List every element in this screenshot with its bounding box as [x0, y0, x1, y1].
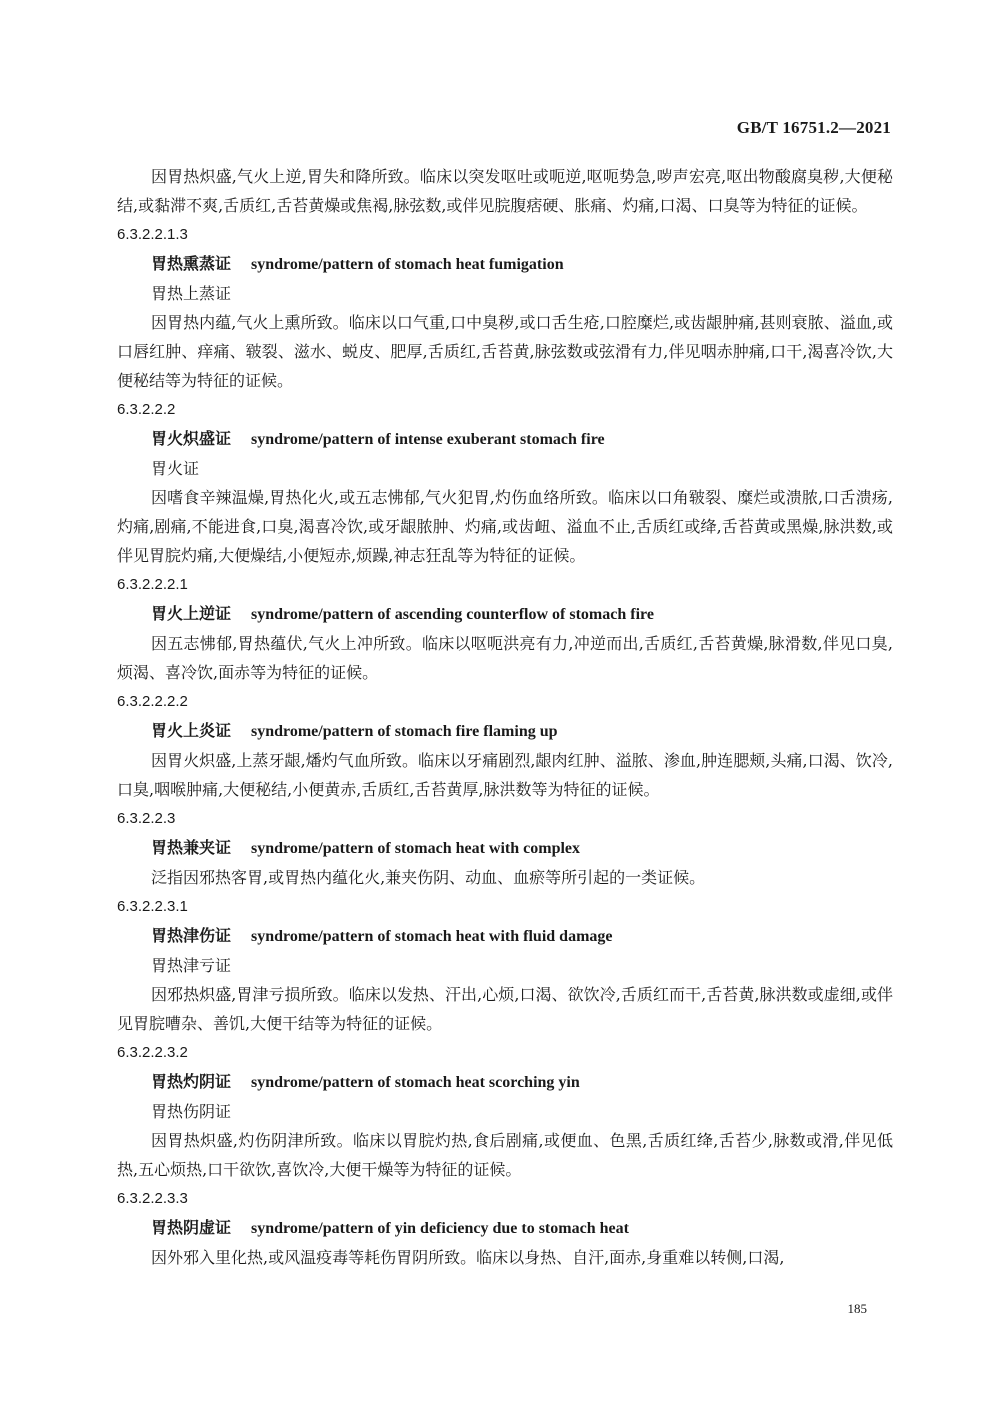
section-number: 6.3.2.2.2.2	[117, 693, 188, 710]
section-number: 6.3.2.2.3	[117, 810, 176, 827]
term-heading	[117, 249, 893, 279]
term-heading	[117, 599, 893, 629]
term-heading	[117, 716, 893, 746]
body-paragraph: 因胃热内蕴,气火上熏所致。临床以口气重,口中臭秽,或口舌生疮,口腔糜烂,或齿龈肿痛,甚则衰脓、溢血,或口唇红肿、痒痛、皲裂、滋水、蜕皮、肥厚,舌质红,舌苔黄,脉弦数或弦滑有力,伴见咽赤肿痛,口干,渴喜冷饮,大便秘结等为特征的证候。	[117, 313, 893, 390]
term-heading	[117, 1067, 893, 1097]
body-paragraph: 因邪热炽盛,胃津亏损所致。临床以发热、汗出,心烦,口渴、欲饮冷,舌质红而干,舌苔黄,脉洪数或虚细,或伴见胃脘嘈杂、善饥,大便干结等为特征的证候。	[117, 985, 893, 1033]
body-paragraph: 泛指因邪热客胃,或胃热内蕴化火,兼夹伤阴、动血、血瘀等所引起的一类证候。	[151, 868, 706, 887]
term-chinese: 胃热熏蒸证	[151, 254, 232, 273]
term-chinese: 胃火上炎证	[151, 721, 232, 740]
term-heading	[117, 424, 893, 454]
term-chinese: 胃火炽盛证	[151, 429, 232, 448]
term-english: syndrome/pattern of stomach fire flaming up	[251, 723, 558, 740]
synonym-term: 胃热津亏证	[151, 956, 232, 975]
section-number: 6.3.2.2.2	[117, 401, 176, 418]
term-chinese: 胃热灼阴证	[151, 1072, 232, 1091]
body-paragraph: 因五志怫郁,胃热蕴伏,气火上冲所致。临床以呕呃洪亮有力,冲逆而出,舌质红,舌苔黄燥,脉滑数,伴见口臭,烦渴、喜冷饮,面赤等为特征的证候。	[117, 634, 893, 682]
page-number: 185	[847, 1301, 867, 1316]
term-chinese: 胃热兼夹证	[151, 838, 232, 857]
term-english: syndrome/pattern of ascending counterflow of stomach fire	[251, 606, 654, 623]
term-chinese: 胃热阴虚证	[151, 1218, 232, 1237]
body-paragraph: 因胃热炽盛,气火上逆,胃失和降所致。临床以突发呕吐或呃逆,呕呃势急,哕声宏亮,呕出物酸腐臭秽,大便秘结,或黏滞不爽,舌质红,舌苔黄燥或焦褐,脉弦数,或伴见脘腹痞硬、胀痛、灼痛,口渴、口臭等为特征的证候。	[117, 167, 893, 215]
synonym-term: 胃热上蒸证	[151, 284, 232, 303]
body-paragraph: 因嗜食辛辣温燥,胃热化火,或五志怫郁,气火犯胃,灼伤血络所致。临床以口角皲裂、糜烂或溃脓,口舌溃疡,灼痛,剧痛,不能进食,口臭,渴喜冷饮,或牙龈脓肿、灼痛,或齿衄、溢血不止,舌质红或绛,舌苔黄或黑燥,脉洪数,或伴见胃脘灼痛,大便燥结,小便短赤,烦躁,神志狂乱等为特征的证候。	[117, 488, 893, 565]
section-number: 6.3.2.2.3.3	[117, 1190, 188, 1207]
section-number: 6.3.2.2.3.2	[117, 1044, 188, 1061]
body-paragraph: 因外邪入里化热,或风温疫毒等耗伤胃阴所致。临床以身热、自汗,面赤,身重难以转侧,口渴,	[151, 1248, 785, 1267]
section-number: 6.3.2.2.2.1	[117, 576, 188, 593]
synonym-term: 胃热伤阴证	[151, 1102, 232, 1121]
term-chinese: 胃热津伤证	[151, 926, 232, 945]
body-paragraph: 因胃热炽盛,灼伤阴津所致。临床以胃脘灼热,食后剧痛,或便血、色黑,舌质红绛,舌苔少,脉数或滑,伴见低热,五心烦热,口干欲饮,喜饮冷,大便干燥等为特征的证候。	[117, 1131, 893, 1179]
term-english: syndrome/pattern of stomach heat fumigation	[251, 256, 564, 273]
term-heading	[117, 921, 893, 951]
synonym-term: 胃火证	[151, 459, 200, 478]
body-paragraph: 因胃火炽盛,上蒸牙龈,燔灼气血所致。临床以牙痛剧烈,龈肉红肿、溢脓、渗血,肿连腮颊,头痛,口渴、饮冷,口臭,咽喉肿痛,大便秘结,小便黄赤,舌质红,舌苔黄厚,脉洪数等为特征的证候。	[117, 751, 893, 799]
standard-code: GB/T 16751.2—2021	[736, 118, 891, 137]
term-heading	[117, 833, 893, 863]
term-english: syndrome/pattern of yin deficiency due to stomach heat	[251, 1220, 629, 1237]
term-english: syndrome/pattern of intense exuberant stomach fire	[251, 431, 605, 448]
term-english: syndrome/pattern of stomach heat with complex	[251, 840, 581, 857]
term-chinese: 胃火上逆证	[151, 604, 232, 623]
document-body	[117, 162, 893, 1272]
section-number: 6.3.2.2.1.3	[117, 226, 188, 243]
term-english: syndrome/pattern of stomach heat with fluid damage	[251, 928, 613, 945]
term-english: syndrome/pattern of stomach heat scorching yin	[251, 1074, 580, 1091]
section-number: 6.3.2.2.3.1	[117, 898, 188, 915]
term-heading	[117, 1213, 893, 1243]
